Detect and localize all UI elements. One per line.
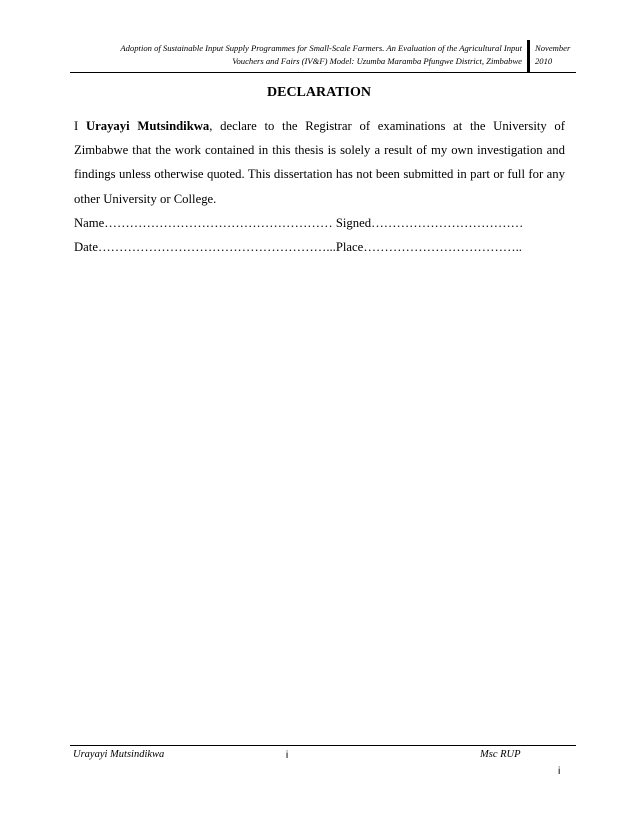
name-signed-line: Name……………………………………………… Signed……………………………… (74, 215, 524, 230)
header-year: 2010 (535, 56, 553, 66)
declaration-continuation: Zimbabwe that the work contained in this thesis is solely a result of my own investigation and findings unless otherwise quoted. This dissertation has not been submitted in part or full for any other University or College. (74, 143, 565, 206)
page-title: DECLARATION (267, 85, 371, 100)
corner-page-number: i (558, 765, 561, 777)
footer-degree: Msc RUP (480, 749, 521, 760)
declaration-body (74, 114, 565, 259)
running-header (70, 40, 576, 72)
header-title-line-2: Vouchers and Fairs (IV&F) Model: Uzumba Maramba Pfungwe District, Zimbabwe (232, 56, 522, 66)
footer-rule (70, 745, 576, 746)
declaration-first-line-rest: , declare to the Registrar of examinations at the University of (209, 119, 565, 133)
header-rule (70, 72, 576, 73)
declaration-first-line (74, 114, 565, 138)
declaration-prefix: I (74, 119, 79, 133)
footer-author: Urayayi Mutsindikwa (73, 749, 165, 760)
header-date (535, 42, 577, 68)
header-divider (527, 40, 530, 72)
declarant-name: Urayayi Mutsindikwa (85, 119, 210, 133)
header-title-line-1: Adoption of Sustainable Input Supply Programmes for Small-Scale Farmers. An Evaluation of the Agricultural Input (120, 43, 522, 53)
footer-page-number: i (285, 749, 289, 761)
date-place-line: Date………………………………………………...Place……………………………….. (74, 240, 522, 255)
header-month: November (535, 43, 571, 53)
header-thesis-title (70, 42, 522, 68)
page-footer (70, 745, 576, 765)
